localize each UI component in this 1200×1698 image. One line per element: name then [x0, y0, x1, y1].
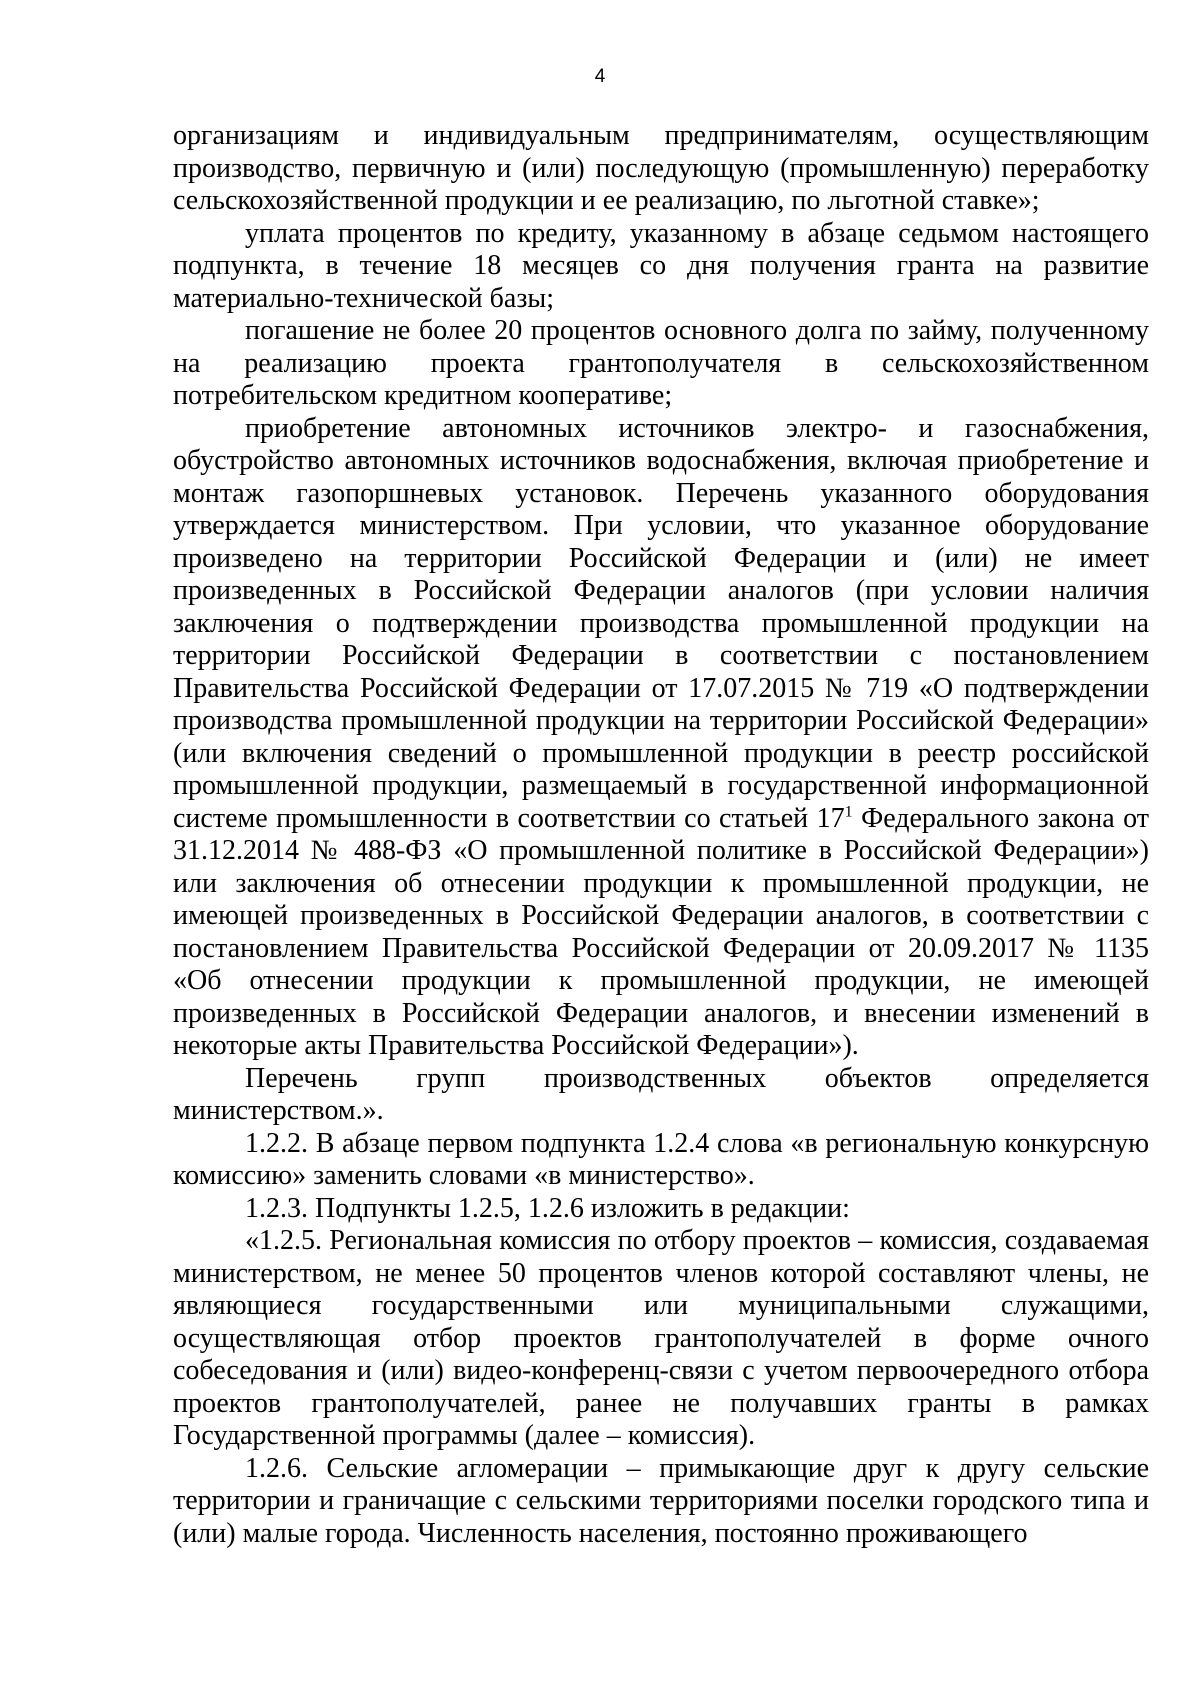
page-number: 4 [594, 66, 606, 87]
paragraph-1-2-6: 1.2.6. Сельские агломерации – примыкающие друг к другу сельские территории и граничащие с сельскими территориями поселки городского типа и (или) малые города. Численность населения, постоянно проживающего [173, 1452, 1149, 1549]
paragraph-autonomous-sources [173, 413, 1149, 1063]
paragraph-1-2-5: «1.2.5. Региональная комиссия по отбору проектов – комиссия, создаваемая министерством, не менее 50 процентов членов которой составляют члены, не являющиеся государственными или муниципальными служащими, осуществляющая отбор проектов грантополучателей в форме очного собеседования и (или) видео-конференц-связи с учетом первоочередного отбора проектов грантополучателей, ранее не получавших гранты в рамках Государственной программы (далее – комиссия). [173, 1225, 1149, 1451]
document-body [173, 120, 1149, 1550]
paragraph-continuation: организациям и индивидуальным предпринимателям, осуществляющим производство, первичную и (или) последующую (промышленную) переработку сельскохозяйственной продукции и ее реализацию, по льготной ставке»; [173, 120, 1149, 216]
paragraph-loan-repayment: погашение не более 20 процентов основного долга по займу, полученному на реализацию проекта грантополучателя в сельскохозяйственном потребительском кредитном кооперативе; [173, 315, 1149, 411]
paragraph-interest-payment: уплата процентов по кредиту, указанному в абзаце седьмом настоящего подпункта, в течение 18 месяцев со дня получения гранта на развитие материально-технической базы; [173, 217, 1149, 314]
autonomous-sources-text-part1: приобретение автономных источников электро- и газоснабжения, обустройство автономных источников водоснабжения, включая приобретение и монтаж газопоршневых установок. Перечень указанного оборудования утверждается министерством. При условии, что указанное оборудование произведено на территории Российской Федерации и (или) не имеет произведенных в Российской Федерации аналогов (при условии наличия заключения о подтверждении производства промышленной продукции на территории Российской Федерации в соответствии с постановлением Правительства Российской Федерации от 17.07.2015 № 719 «О подтверждении производства промышленной продукции на территории Российской Федерации» (или включения сведений о промышленной продукции в реестр российской промышленной продукции, размещаемый в государственной информационной системе промышленности в соответствии со статьей 17 [173, 412, 1149, 834]
paragraph-1-2-2: 1.2.2. В абзаце первом подпункта 1.2.4 слова «в региональную конкурсную комиссию» заменить словами «в министерство». [173, 1127, 1149, 1191]
article-superscript: 1 [844, 803, 853, 821]
paragraph-objects-list: Перечень групп производственных объектов определяется министерством.». [173, 1062, 1149, 1126]
autonomous-sources-text-part2: Федерального закона от 31.12.2014 № 488-ФЗ «О промышленной политике в Российской Федерации») или заключения об отнесении продукции к промышленной продукции, не имеющей произведенных в Российской Федерации аналогов, в соответствии с постановлением Правительства Российской Федерации от 20.09.2017 № 1135 «Об отнесении продукции к промышленной продукции, не имеющей произведенных в Российской Федерации аналогов, и внесении изменений в некоторые акты Правительства Российской Федерации»). [173, 802, 1149, 1061]
paragraph-1-2-3: 1.2.3. Подпункты 1.2.5, 1.2.6 изложить в редакции: [245, 1192, 850, 1224]
